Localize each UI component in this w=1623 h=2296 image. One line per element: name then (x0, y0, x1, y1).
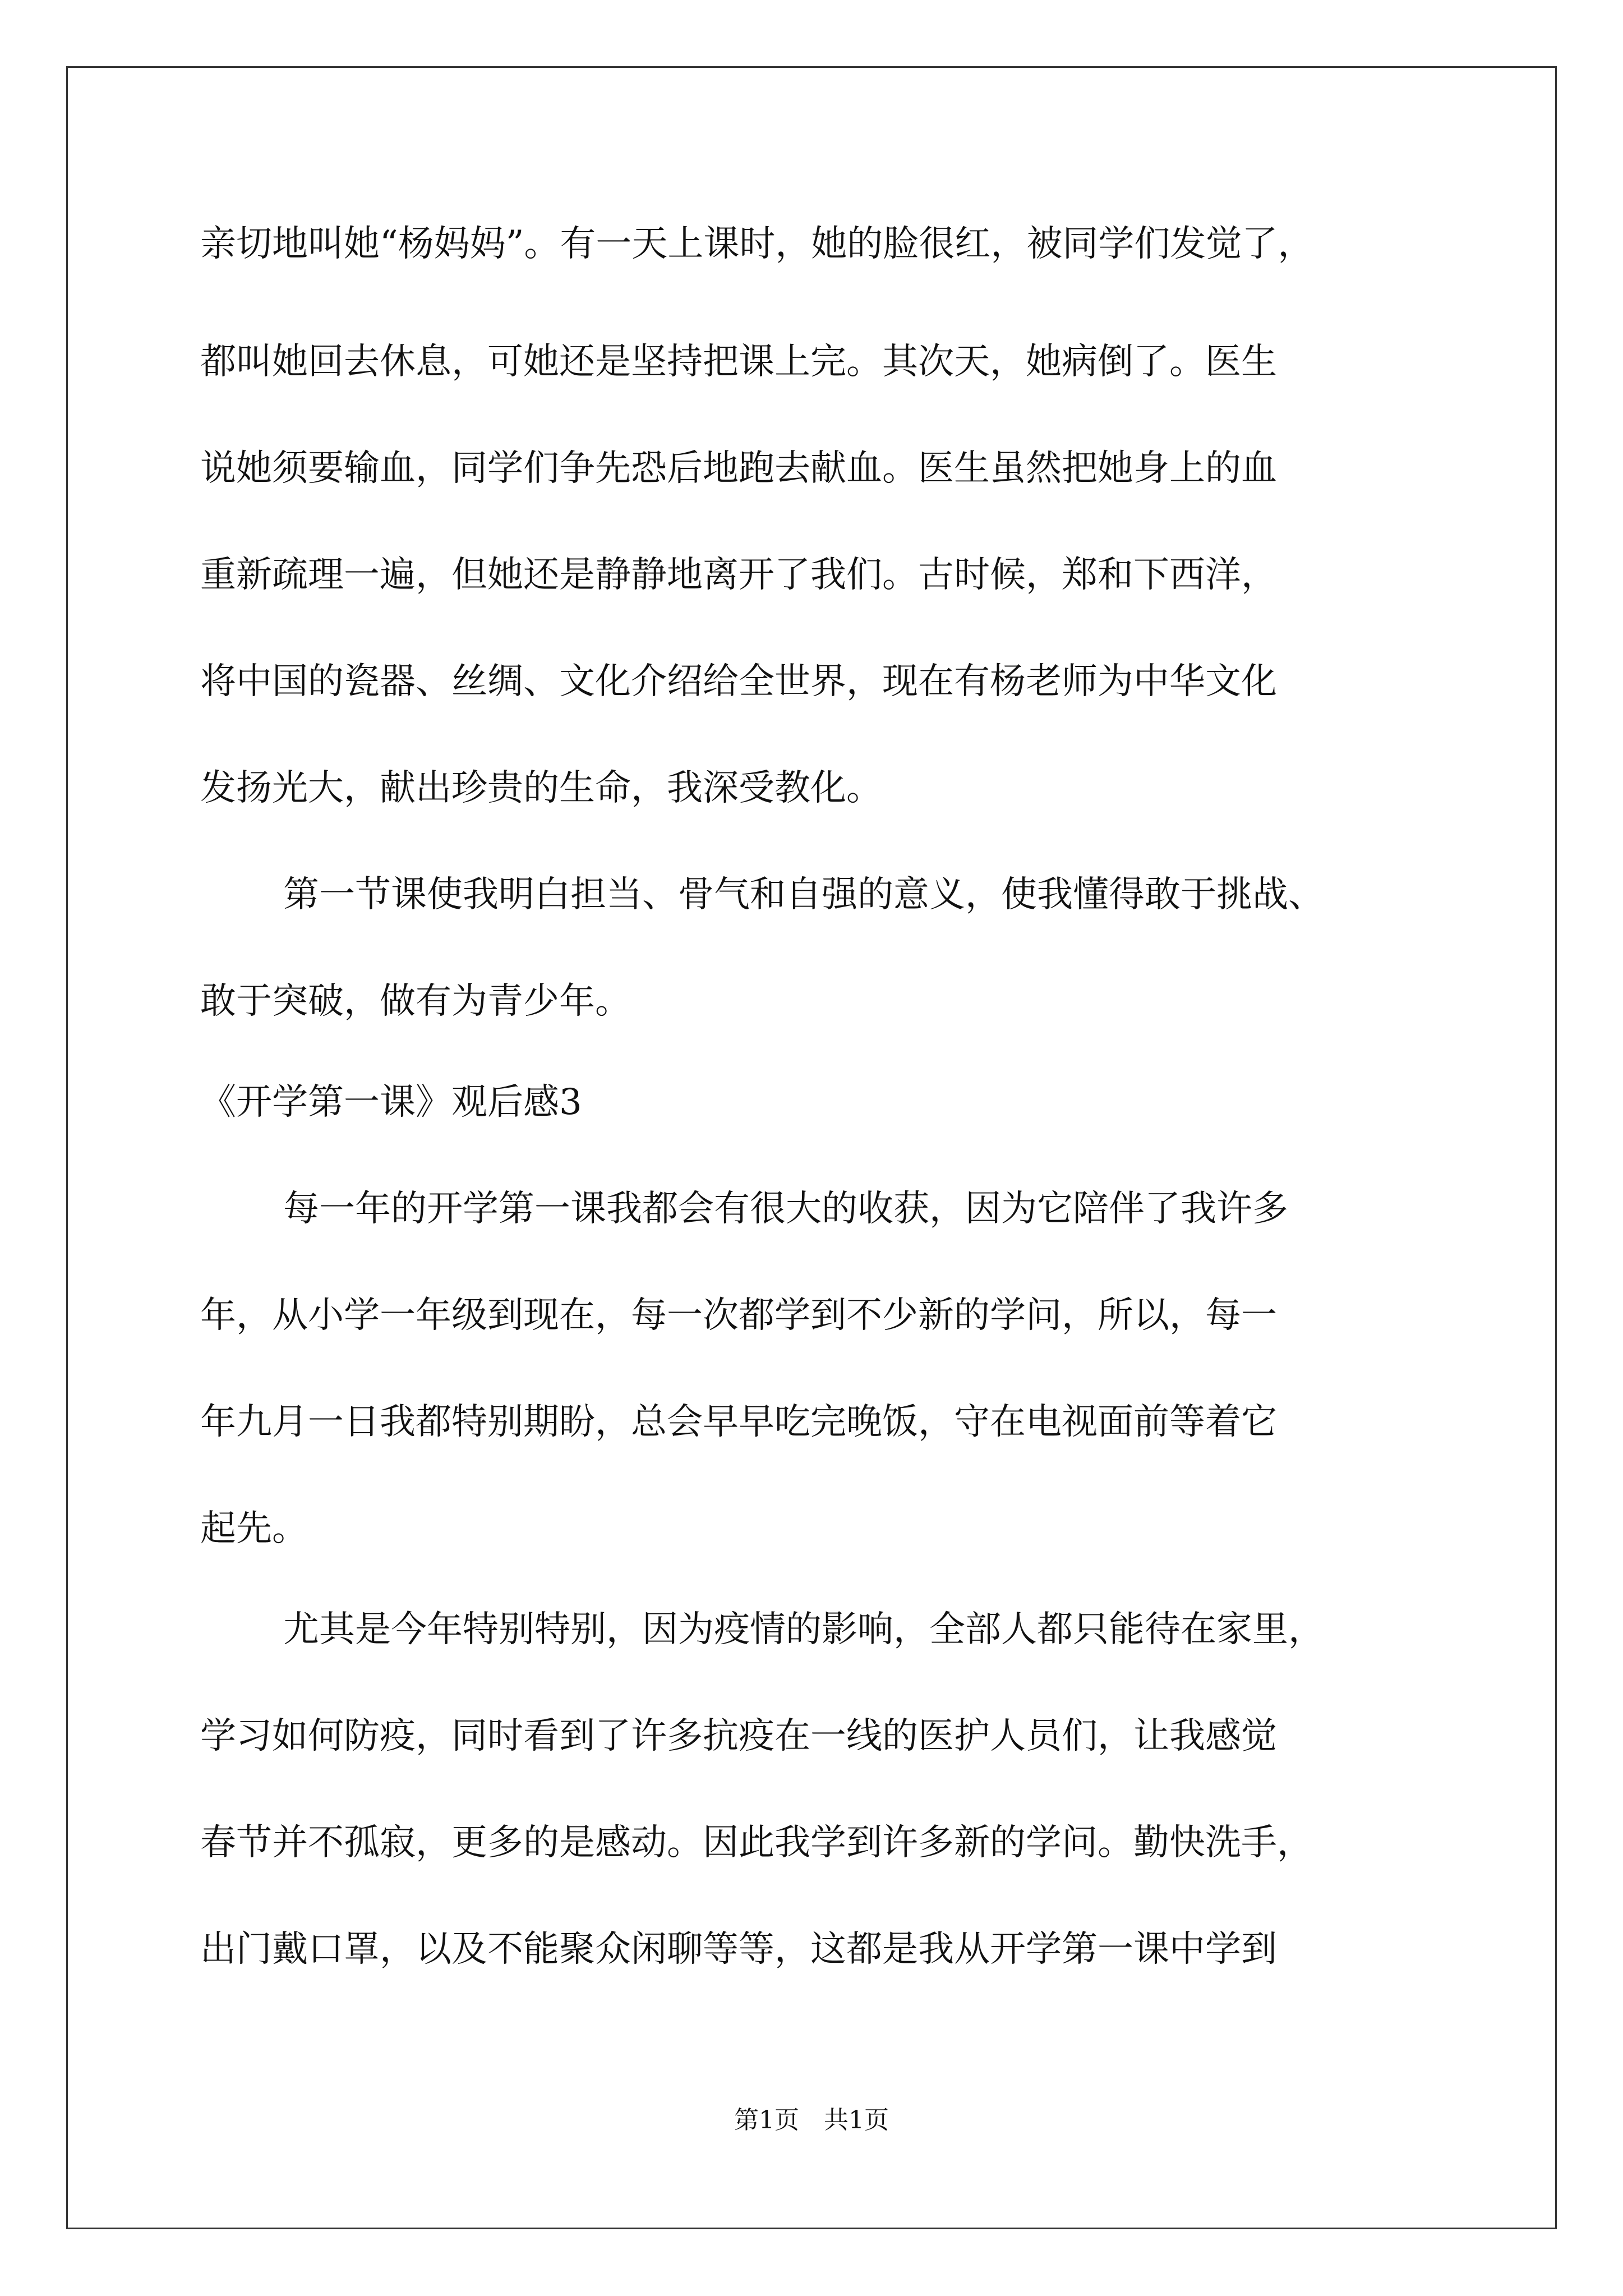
paragraph-1-line-6: 发扬光大，献出珍贵的生命，我深受教化。 (200, 767, 882, 809)
paragraph-1-line-5: 将中国的瓷器、丝绸、文化介绍给全世界，现在有杨老师为中华文化 (200, 661, 1277, 702)
paragraph-3-line-3: 年九月一日我都特别期盼，总会早早吃完晚饭，守在电视面前等着它 (200, 1401, 1277, 1443)
paragraph-1-line-3: 说她须要输血，同学们争先恐后地跑去献血。医生虽然把她身上的血 (200, 448, 1277, 489)
paragraph-4-line-1: 尤其是今年特别特别，因为疫情的影响，全部人都只能待在家里， (283, 1609, 1324, 1650)
section-heading: 《开学第一课》观后感3 (200, 1082, 582, 1123)
paragraph-3-line-4: 起先。 (200, 1508, 308, 1549)
page-border (66, 66, 1557, 2229)
paragraph-3-line-2: 年，从小学一年级到现在，每一次都学到不少新的学问，所以，每一 (200, 1295, 1277, 1336)
page-footer: 第1页 共1页 (734, 2106, 889, 2134)
paragraph-2-line-1: 第一节课使我明白担当、骨气和自强的意义，使我懂得敢于挑战、 (283, 874, 1324, 915)
paragraph-1-line-4: 重新疏理一遍，但她还是静静地离开了我们。古时候，郑和下西洋， (200, 554, 1277, 596)
paragraph-4-line-3: 春节并不孤寂，更多的是感动。因此我学到许多新的学问。勤快洗手， (200, 1822, 1313, 1864)
paragraph-4-line-2: 学习如何防疫，同时看到了许多抗疫在一线的医护人员们，让我感觉 (200, 1715, 1277, 1757)
paragraph-1-line-1: 亲切地叫她“杨妈妈”。有一天上课时，她的脸很红，被同学们发觉了， (200, 223, 1314, 265)
paragraph-2-line-2: 敢于突破，做有为青少年。 (200, 981, 631, 1022)
paragraph-1-line-2: 都叫她回去休息，可她还是坚持把课上完。其次天，她病倒了。医生 (200, 341, 1277, 383)
paragraph-4-line-4: 出门戴口罩，以及不能聚众闲聊等等，这都是我从开学第一课中学到 (200, 1929, 1277, 1970)
paragraph-3-line-1: 每一年的开学第一课我都会有很大的收获，因为它陪伴了我许多 (283, 1188, 1288, 1230)
